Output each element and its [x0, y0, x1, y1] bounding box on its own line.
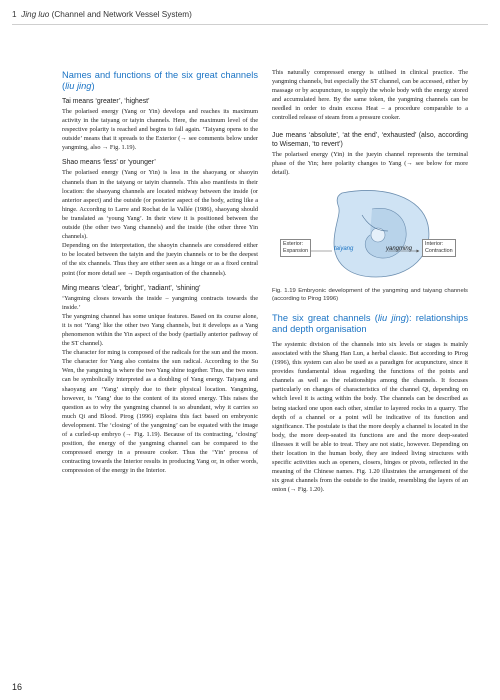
page-number: 16 — [12, 682, 23, 692]
figure-embryo — [272, 185, 468, 283]
chapter-title-italic: Jing luo — [21, 10, 50, 19]
chapter-title-rest: (Channel and Network Vessel System) — [51, 10, 192, 19]
paragraph-ming-3: The character for ming is composed of the radicals for the sun and the moon. The character for Yang also contains the sun radical. According to the Su Wen, the yangming is where the two Yang shine together. Thus, the two suns can be symbolically interpreted as a doubling of Yang energy. Taiyang and shaoyang are ‘Yang’ simply due to their physical location. Yangming, however, is ‘Yang’ due to the content of its stored energy. This raises the question as to why the yangming channel is so abundant, why it carries so much Qi and Blood. Pirog (1996) explains this fact based on embryonic development. The ‘closing’ of the yangming’ can be equated with the image of a curled-up embryo (→ Fig. 1.19). Because of its contracting, ‘closing’ position, the energy of the yangming channel can be compared to the compressed energy in a pressure cooker. Thus the ‘Yin’ process of contracting towards the Interior results in producing Yang or, in other words, compression of the energy in the Interior. — [62, 349, 258, 475]
header-rule — [12, 24, 488, 25]
label-taiyang: taiyang — [334, 245, 354, 252]
paragraph-continued: This naturally compressed energy is utilised in clinical practice. The yangming channels, but especially the ST channel, can be accessed, either by massage or by acupuncture, to supply the whole body with the energy stored and accumulated here. By the same token, the yangming channels can be needled in order to drain excess Heat – a procedure comparable to a controlled release of steam from a pressure cooker. — [272, 69, 468, 122]
embryo-illustration — [272, 185, 468, 283]
label-exterior-expansion: Exterior: Expansion — [280, 239, 311, 257]
right-column — [272, 68, 468, 494]
running-head — [12, 10, 192, 19]
section-title-relationships: The six great channels (liu jing): relationships and depth organisation — [272, 312, 468, 334]
label-interior-contraction: Interior: Contraction — [422, 239, 456, 257]
paragraph-ming-1: ‘Yangming closes towards the inside – yangming contracts towards the inside.’ — [62, 294, 258, 311]
paragraph-shao-2: Depending on the interpretation, the shaoyin channels are considered either to be located between the taiyin and the jueyin channels or to be the deepest of the six channels. Thus they are either seen as a hinge or as a fixed central point (for more detail see → Depth organisation of the channels). — [62, 242, 258, 277]
figure-caption: Fig. 1.19 Embryonic development of the yangming and taiyang channels (according to Pirog 1996) — [272, 287, 468, 302]
subheading-shao: Shao means ‘less’ or ‘younger’ — [62, 159, 156, 167]
subheading-tai: Tai means ‘greater’, ‘highest’ — [62, 98, 150, 105]
paragraph-ming-2: The yangming channel has some unique features. Based on its course alone, it is not ‘Yang’ like the other two Yang channels, but it develops as a Yang phenomenon within the Yin aspect of the body (partially anterior pathway of the ST channel). — [62, 312, 258, 348]
left-column — [62, 70, 258, 475]
section-title-names: Names and functions of the six great channels (liu jing) — [62, 70, 258, 91]
paragraph-shao-1: The polarised energy (Yang or Yin) is less in the shaoyang or shaoyin channels than in the taiyang or taiyin channels. This also manifests in their location: the shaoyang channels are located midway between the inside (or anterior aspect) and the outside (or posterior aspect of the body, acting like a hinge. According to Larre and Rochat de la Vallée (1986), shaoyang should be translated as ‘young Yang’. In their view it is positioned between the outside (the other two Yang channels) and the inside (the other three Yin channels). — [62, 169, 258, 241]
chapter-number: 1 — [12, 10, 17, 19]
subheading-jue: Jue means ‘absolute’, ‘at the end’, ‘exhausted’ (also, according to Wiseman, ‘to revert’) — [272, 131, 468, 148]
subheading-ming: Ming means ‘clear’, ‘bright’, ‘radiant’, ‘shining’ — [62, 284, 201, 292]
paragraph-jue: The polarised energy (Yin) in the jueyin channel represents the terminal phase of the Yin; here polarity changes to Yang (→ see below for more detail). — [272, 150, 468, 176]
paragraph-tai: The polarised energy (Yang or Yin) develops and reaches its maximum activity in the taiyang or taiyin channels. Here, the maximum level of the respective polarity is reached and begins to fall again. ‘Taiyang opens to the outside’ means that it spreads to the Exterior (→ see comments below under yangming, also → Fig. 1.19). — [62, 108, 258, 152]
label-yangming: yangming — [386, 245, 413, 252]
paragraph-relationships: The systemic division of the channels into six levels or stages is mainly associated with the Shang Han Lun, a herbal classic. But according to Pirog (1996), this system can also be used as a paradigm for acupuncture, since it provides fundamental ideas regarding the functions of the points and channels as well as the relationships among the channels. It focuses particularly on changes of characteristics of the channel Qi, depending on which level it is acting within the body. The channels can be described as being stacked one upon each other, similar to layered rocks in a quarry. The depth of a channel or a point will be indicative of its function and significance. The postulate is that the more deeply a channel is located in the body, the more deep-seated its functions are and the more deep-seated illnesses it will be able to treat. They are not static, however. Depending on their location in the human body, they are indeed living structures with specific activities such as openers, closers, hinges or pivots, reflected in the meaning of the Chinese names. Fig. 1.20 illustrates the arrangement of the six great channels from the outside to the inside, resembling the layers of an onion (→ Fig. 1.20). — [272, 340, 468, 494]
